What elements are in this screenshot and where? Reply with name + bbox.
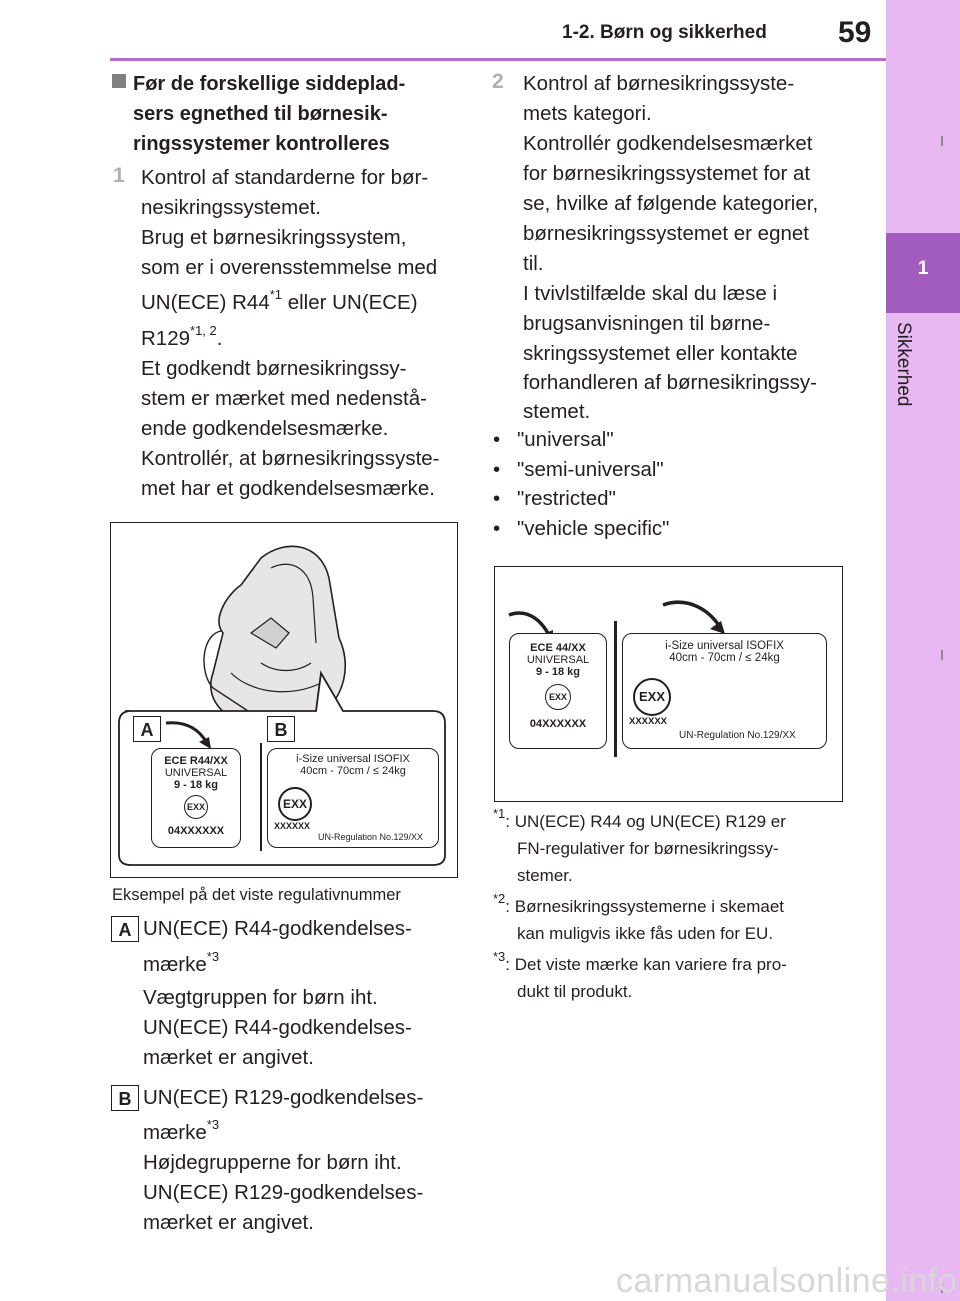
text-run: : Det viste mærke kan variere fra pro- [505,955,787,974]
card-regulation: UN-Regulation No.129/XX [679,730,796,741]
step-text: nesikringssystemet. [141,196,322,219]
text-run: R129 [141,327,191,350]
item-text: UN(ECE) R129-godkendelses- [143,1086,424,1109]
section-title: 1-2. Børn og sikkerhed [562,22,767,43]
footnote [493,808,843,889]
text-run: UN(ECE) R44 [141,291,270,314]
footnote-mark: *3 [493,949,506,965]
heading-line: ringssystemer kontrolleres [133,133,390,155]
step-text: til. [523,252,544,275]
figure-label-b: B [267,716,295,742]
step-text: se, hvilke af følgende kategorier, [523,192,819,215]
card-regulation: UN-Regulation No.129/XX [318,832,424,842]
chapter-side-band [886,0,960,1301]
card-line: UNIVERSAL [164,767,228,779]
step-text: Kontrol af børnesikringssyste- [523,72,795,95]
r44-approval-card [151,748,241,848]
step-text: Brug et børnesikringssystem, [141,226,407,249]
step-text: met har et godkendelsesmærke. [141,477,435,500]
chapter-label-wrap [892,322,922,442]
step-text: ende godkendelsesmærke. [141,417,389,440]
footnote-line: kan muligvis ikke fås uden for EU. [517,924,774,943]
footnote-ref: *3 [206,949,220,965]
step-text: Kontrol af standarderne for bør- [141,166,429,189]
card-code: 04XXXXXX [529,718,587,730]
approval-label-figure-2 [494,566,843,802]
item-text: mærket er angivet. [143,1211,314,1234]
footnote-line [493,808,843,835]
card-code: 04XXXXXX [167,825,225,837]
card-code: XXXXXX [629,716,668,727]
step-text: Kontrollér godkendelsesmærket [523,132,813,155]
chapter-label: Sikkerhed [893,322,914,407]
step-text: Et godkendt børnesikringssy- [141,357,407,380]
footnote-line: dukt til produkt. [517,982,633,1001]
card-divider [260,743,262,851]
header-rule [110,58,886,61]
card-line: UNIVERSAL [526,654,590,666]
e-mark: EXX [184,795,208,819]
edge-tick [941,136,943,146]
footnote [493,893,843,947]
item-text: mærket er angivet. [143,1046,314,1069]
step-text: børnesikringssystemet er egnet [523,222,809,245]
step-text: Kontrollér, at børnesikringssyste- [141,447,440,470]
watermark: carmanualsonline.info [616,1262,958,1300]
step-text-r129 [141,324,222,354]
card-line: 9 - 18 kg [535,666,581,678]
card-code: XXXXXX [274,821,311,831]
category-item: "vehicle specific" [517,517,670,540]
heading-square-icon [112,74,126,88]
footnote-line: FN-regulativer for børnesikringssy- [517,839,779,858]
e-mark: EXX [633,678,671,716]
bullet-dot: • [493,517,501,540]
footnote-line: stemer. [517,866,573,885]
card-divider [614,621,617,757]
text-run: : Børnesikringssystemerne i skemaet [505,897,784,916]
item-text: Højdegrupperne for børn iht. [143,1151,402,1174]
card-line: ECE R44/XX [164,755,228,767]
card-line: 40cm - 70cm / ≤ 24kg [300,765,406,777]
category-item: "semi-universal" [517,458,664,481]
footnote-ref: *1 [269,287,283,303]
step-text: brugsanvisningen til børne- [523,312,771,335]
category-item: "universal" [517,428,614,451]
step-text: stemet. [523,400,591,423]
step-text: I tvivlstilfælde skal du læse i [523,282,778,305]
card-line: i-Size universal ISOFIX [665,640,784,652]
footnote-ref: *3 [206,1117,220,1133]
step-text: for børnesikringssystemet for at [523,162,811,185]
bullet-dot: • [493,428,501,451]
text-run: mærke [143,1121,207,1144]
bullet-dot: • [493,487,501,510]
card-line: 9 - 18 kg [173,779,219,791]
e-mark: EXX [278,787,312,821]
item-text: UN(ECE) R44-godkendelses- [143,1016,412,1039]
text-run: : UN(ECE) R44 og UN(ECE) R129 er [505,812,786,831]
heading-line: sers egnethed til børnesik- [133,103,388,125]
footnote-mark: *1 [493,806,506,822]
text-run: eller UN(ECE) [282,291,418,314]
heading-line: Før de forskellige siddeplad- [133,73,406,95]
step-number: 1 [113,164,125,187]
footnote-line [493,893,843,920]
step-text: stem er mærket med nedenstå- [141,387,427,410]
card-line: 40cm - 70cm / ≤ 24kg [669,652,780,664]
footnote-ref: *1, 2 [190,323,217,339]
item-letter-b: B [111,1085,139,1111]
chapter-number: 1 [917,258,929,279]
figure-caption: Eksempel på det viste regulativnummer [112,886,401,904]
item-letter-a: A [111,916,139,942]
item-text: Vægtgruppen for børn iht. [143,986,378,1009]
text-run: . [216,327,223,350]
step-text: skringssystemet eller kontakte [523,342,798,365]
text-run: mærke [143,953,207,976]
item-text: UN(ECE) R44-godkendelses- [143,917,412,940]
footnote-mark: *2 [493,891,506,907]
edge-tick [941,650,943,660]
category-item: "restricted" [517,487,616,510]
approval-label-figure [110,522,458,878]
item-text [143,1118,219,1148]
footnote-line [493,951,843,978]
item-text [143,950,219,980]
step-text: mets kategori. [523,102,652,125]
step-text: som er i overensstemmelse med [141,256,438,279]
card-line: ECE 44/XX [530,642,586,654]
r129-approval-card [622,633,827,749]
step-number: 2 [492,70,504,93]
r44-approval-card [509,633,607,749]
card-line: i-Size universal ISOFIX [296,753,410,765]
step-text-r44 [141,288,418,318]
bullet-dot: • [493,458,501,481]
e-mark: EXX [545,684,571,710]
step-text: forhandleren af børnesikringssy- [523,371,817,394]
r129-approval-card [267,748,439,848]
footnote [493,951,843,1005]
item-text: UN(ECE) R129-godkendelses- [143,1181,424,1204]
page-number: 59 [838,16,872,49]
figure-label-a: A [133,716,161,742]
